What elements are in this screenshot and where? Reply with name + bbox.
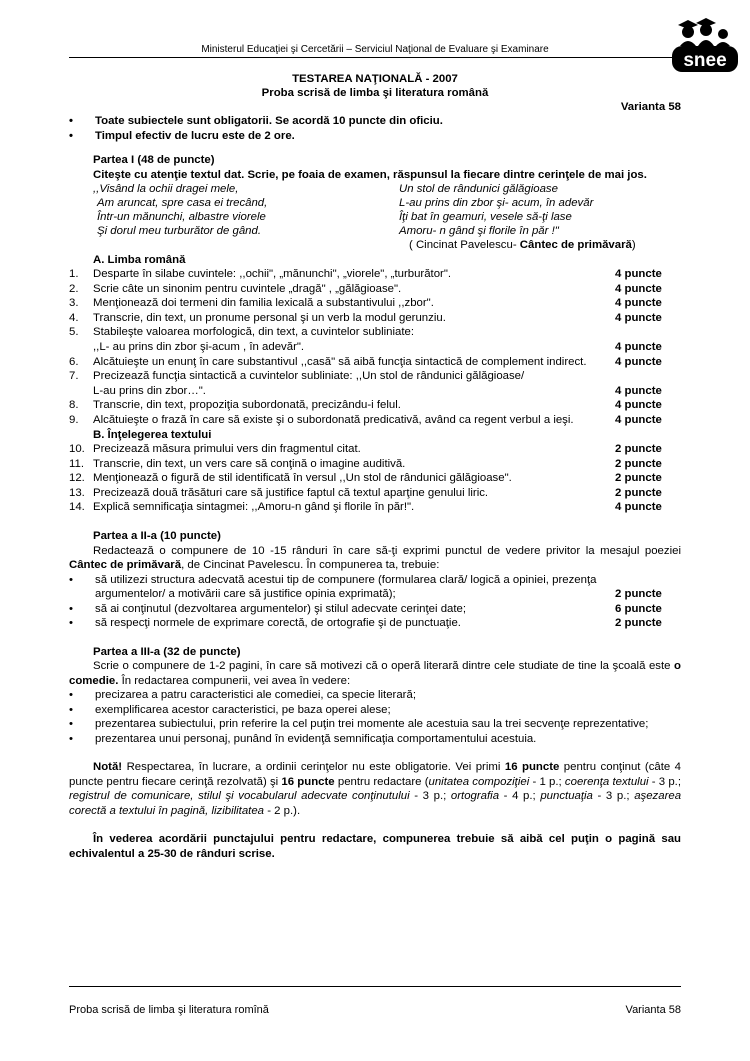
- question-number: 8.: [69, 399, 79, 412]
- question-line: Desparte în silabe cuvintele: ,,ochii", „mănunchi", „viorele", „turburător".: [93, 268, 452, 280]
- final-requirement: În vederea acordării punctajului pentru redactare, compunerea trebuie să aibă cel puţin o pagină sau echivalentul a 25-30 de rânduri scrise.: [69, 833, 681, 860]
- questions-b: [69, 442, 681, 515]
- question-row: [69, 413, 681, 428]
- requirement-item: • precizarea a patru caracteristici ale comediei, ca specie literară;: [69, 688, 681, 703]
- part3-heading: Partea a III-a (32 de puncte): [93, 645, 241, 658]
- snee-logo: [668, 16, 742, 74]
- question-line: Scrie câte un sinonim pentru cuvintele „dragă" , „gălăgioase".: [93, 282, 402, 295]
- part1-instruction: Citeşte cu atenţie textul dat. Scrie, pe foaia de examen, răspunsul la fiecare dintre cerinţele de mai jos.: [93, 168, 647, 181]
- criteria-item: [69, 616, 681, 631]
- question-number: 14.: [69, 501, 85, 514]
- question-points: 4 puncte: [615, 413, 662, 426]
- question-row: [69, 355, 681, 370]
- question-row: [69, 267, 681, 282]
- question-text: [93, 398, 615, 413]
- question-number: 3.: [69, 297, 79, 310]
- question-text: [93, 471, 615, 486]
- question-line: Precizează două trăsături care să justifice faptul că textul aparţine genului liric.: [93, 486, 489, 499]
- criteria-points: 2 puncte: [615, 617, 662, 630]
- ministry-header: Ministerul Educaţiei şi Cercetării – Serviciul Naţional de Evaluare şi Examinare: [201, 44, 549, 55]
- question-text: [93, 325, 615, 354]
- question-line: Alcătuieşte un enunţ în care substantivul ,,casă" să aibă funcţia sintactică de complement indirect.: [93, 355, 587, 368]
- question-line: Menţionează o figură de stil identificată în versul ,,Un stol de rândunici gălăgioase".: [93, 472, 512, 485]
- question-text: [93, 296, 615, 311]
- general-rule-1: • Toate subiectele sunt obligatorii. Se acordă 10 puncte din oficiu.: [69, 114, 681, 129]
- requirement-item: • prezentarea subiectului, prin referire la cel puţin trei momente ale acestuia sau la trei secvenţe reprezentative;: [69, 717, 681, 732]
- criteria-text: • să utilizezi structura adecvată acestui tip de compunere (formularea clară/ logică a opiniei, prezenţa argumentelor/ a motivării care să justifice opinia exprimată);: [95, 573, 597, 601]
- question-points: 4 puncte: [615, 384, 662, 397]
- questions-a: [69, 267, 681, 428]
- poem-stanza-2: Un stol de rândunici gălăgioase L-au prins din zbor şi- acum, în adevăr Îţi bat în geamuri, vesele să-ţi lase Amoru- n gând şi florile în păr !": [399, 183, 594, 237]
- question-text: [93, 442, 615, 457]
- question-text: [93, 311, 615, 326]
- question-line: Transcrie, din text, un vers care să conţină o imagine auditivă.: [93, 457, 406, 470]
- footer-variant: Varianta 58: [625, 1004, 681, 1016]
- footer-title: Proba scrisă de limba şi literatura romînă: [69, 1004, 269, 1016]
- question-points: 4 puncte: [615, 282, 662, 295]
- criteria-points: 6 puncte: [615, 602, 662, 615]
- question-points: 2 puncte: [615, 457, 662, 470]
- question-row: [69, 282, 681, 297]
- question-row: [69, 486, 681, 501]
- question-points: 2 puncte: [615, 472, 662, 485]
- question-row: [69, 369, 681, 398]
- question-number: 11.: [69, 457, 84, 470]
- question-row: [69, 500, 681, 515]
- question-row: [69, 325, 681, 354]
- question-row: [69, 442, 681, 457]
- question-number: 13.: [69, 486, 85, 499]
- title-line-2: Proba scrisă de limba şi literatura română: [261, 87, 489, 99]
- question-line: Menţionează doi termeni din familia lexicală a substantivului ,,zbor".: [93, 297, 434, 310]
- question-text: [93, 282, 615, 297]
- question-number: 1.: [69, 268, 79, 280]
- question-points: 4 puncte: [615, 297, 662, 310]
- question-points: 4 puncte: [615, 340, 662, 353]
- question-text: [93, 369, 615, 398]
- question-number: 6.: [69, 355, 79, 368]
- svg-text:snee: snee: [683, 50, 727, 71]
- criteria-text: • să ai conţinutul (dezvoltarea argumentelor) şi stilul adecvate cerinţei date;: [95, 602, 467, 615]
- part3-criteria: [69, 688, 681, 746]
- question-row: [69, 311, 681, 326]
- part2-heading: Partea a II-a (10 puncte): [93, 530, 221, 542]
- part3-intro: Scrie o compunere de 1-2 pagini, în care să motivezi că o operă literară dintre cele studiate de tine la şcoală este o comedie. În redactarea compunerii, vei avea în vedere:: [69, 660, 681, 687]
- criteria-text: • să respecţi normele de exprimare corectă, de ortografie şi de punctuaţie.: [95, 617, 461, 630]
- question-text: [93, 413, 615, 428]
- part2-criteria: [69, 573, 681, 631]
- question-line: Explică semnificaţia sintagmei: ,,Amoru-n gând şi florile în păr!".: [93, 501, 415, 514]
- question-number: 2.: [69, 282, 79, 295]
- poem-stanza-1: ,,Visând la ochii dragei mele, Am aruncat, spre casa ei trecând, Într-un mănunchi, albastre viorele Şi dorul meu turburător de gând.: [93, 183, 268, 237]
- general-rule-2: • Timpul efectiv de lucru este de 2 ore.: [69, 129, 681, 144]
- question-line: Precizează măsura primului vers din fragmentul citat.: [93, 443, 361, 456]
- question-points: 4 puncte: [615, 268, 662, 280]
- variant-label: Varianta 58: [620, 101, 681, 113]
- question-line-2: ,,L- au prins din zbor şi-acum , în adevăr".: [93, 340, 305, 353]
- question-number: 12.: [69, 472, 85, 485]
- question-points: 4 puncte: [615, 355, 662, 368]
- question-text: [93, 355, 615, 370]
- question-number: 9.: [69, 413, 79, 426]
- section-b-heading: B. Înţelegerea textului: [93, 428, 212, 441]
- question-number: 10.: [69, 443, 85, 456]
- question-line: Transcrie, din text, propoziţia subordonată, precizându-i felul.: [93, 399, 401, 412]
- grading-note: Notă! Respectarea, în lucrare, a ordinii cerinţelor nu este obligatorie. Vei primi 16 puncte pentru conţinut (câte 4 puncte pentru fiecare cerinţă rezolvată) şi 16 puncte pentru redactare (unitatea compoziţiei - 1 p.; coerenţa textului - 3 p.; registrul de comunicare, stilul şi vocabularul adecvate conţinutului - 3 p.; ortografia - 4 p.; punctuaţia - 3 p.; aşezarea corectă a textului în pagină, lizibilitatea - 2 p.).: [69, 761, 682, 817]
- poem: [69, 182, 681, 238]
- question-text: [93, 486, 615, 501]
- footer-rule: [69, 986, 681, 987]
- criteria-item: [69, 573, 681, 602]
- requirement-item: • exemplificarea acestor caracteristici, pe baza operei alese;: [69, 703, 681, 718]
- question-line-2: L-au prins din zbor…".: [93, 384, 206, 397]
- question-text: [93, 267, 615, 282]
- question-text: [93, 457, 615, 472]
- question-row: [69, 398, 681, 413]
- question-number: 4.: [69, 311, 79, 324]
- question-line: Transcrie, din text, un pronume personal şi un verb la modul gerunziu.: [93, 311, 446, 324]
- question-row: [69, 471, 681, 486]
- part2-intro: Redactează o compunere de 10 -15 rânduri în care să-ţi exprimi punctul de vedere privitor la mesajul poeziei Cântec de primăvară, de Cincinat Pavelescu. În compunerea ta, trebuie:: [69, 544, 681, 571]
- question-line: Alcătuieşte o frază în care să existe şi o subordonată predicativă, având ca regent verbul a ieşi.: [93, 413, 574, 426]
- criteria-points: 2 puncte: [615, 588, 662, 601]
- question-points: 2 puncte: [615, 443, 662, 456]
- question-line: Stabileşte valoarea morfologică, din text, a cuvintelor subliniate:: [93, 326, 415, 339]
- poem-source: ( Cincinat Pavelescu- Cântec de primăvară): [409, 239, 636, 251]
- section-a-heading: A. Limba română: [93, 253, 186, 266]
- title-line-1: TESTAREA NAŢIONALĂ - 2007: [292, 73, 458, 85]
- question-points: 4 puncte: [615, 399, 662, 412]
- question-line: Precizează funcţia sintactică a cuvintelor subliniate: ,,Un stol de rândunici gălăgioase/: [93, 370, 525, 383]
- question-row: [69, 296, 681, 311]
- question-number: 7.: [69, 370, 79, 383]
- question-row: [69, 457, 681, 472]
- question-points: 2 puncte: [615, 486, 662, 499]
- requirement-item: • prezentarea unui personaj, punând în evidenţă semnificaţia comportamentului acestuia.: [69, 732, 681, 747]
- header-rule: [69, 57, 681, 58]
- criteria-item: [69, 602, 681, 617]
- question-number: 5.: [69, 326, 79, 339]
- question-points: 4 puncte: [615, 311, 662, 324]
- part1-heading: Partea I (48 de puncte): [93, 154, 215, 166]
- question-points: 4 puncte: [615, 501, 662, 514]
- question-text: [93, 500, 615, 515]
